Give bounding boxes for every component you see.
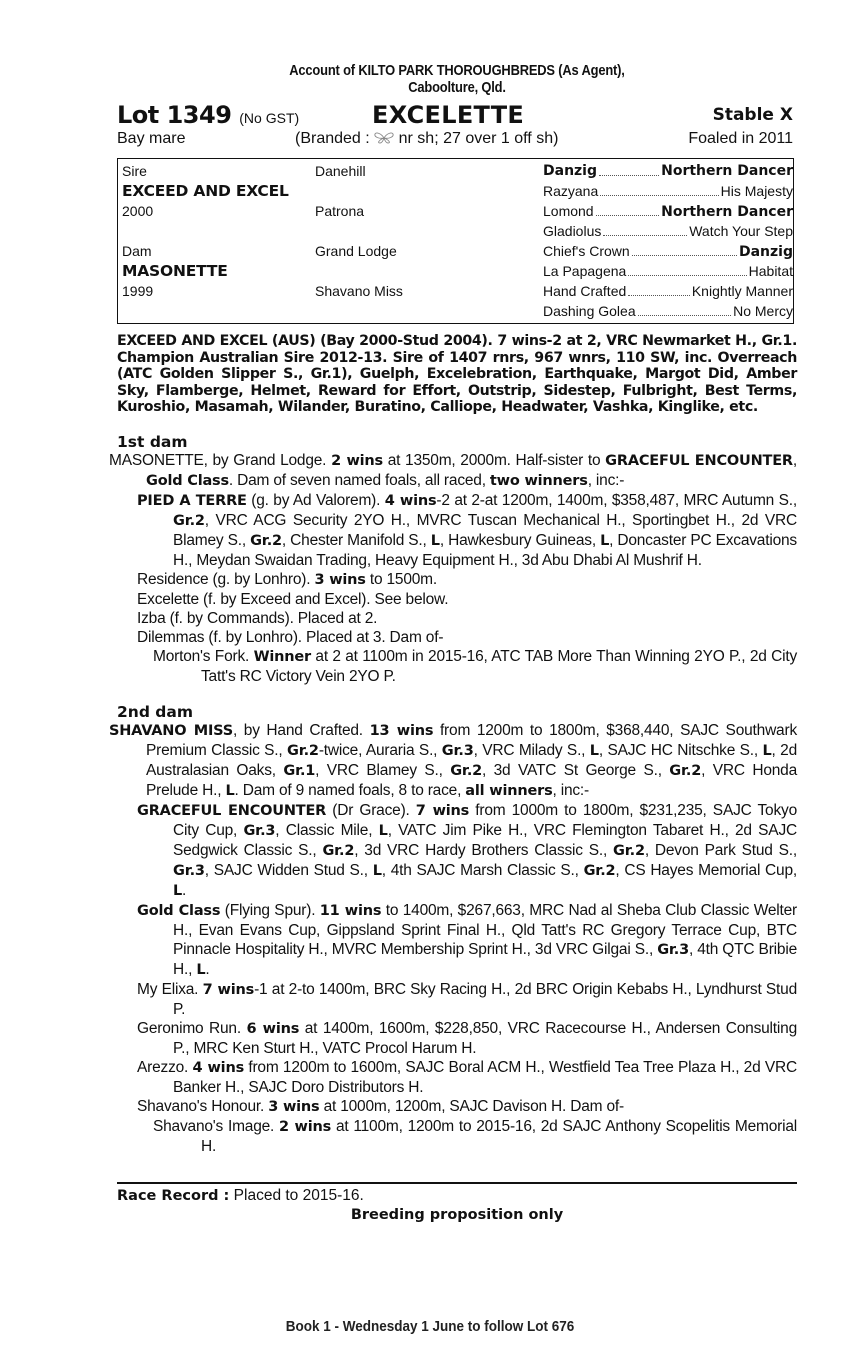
sire-summary: EXCEED AND EXCEL (AUS) (Bay 2000-Stud 2004). 7 wins-2 at 2, VRC Newmarket H., Gr.1. Champion Australian Sire 2012-13. Sire of 1407 rnrs, 967 wnrs, 110 SW, inc. Overreach (ATC Golden Slipper S., Gr.1), Guelph, Excelebration, Earthquake, Margot Did, Amber Sky, Flamberge, Helmet, Reward for Effort, Outstrip, Sidestep, Fulbright, Best Terms, Kuroshio, Masamah, Wilander, Buratino, Calliope, Headwater, Vashka, Kinglike, etc.	[117, 333, 797, 415]
lot-row	[117, 102, 797, 128]
first-dam-intro: MASONETTE, by Grand Lodge. 2 wins at 1350m, 2000m. Half-sister to GRACEFUL ENCOUNTER, Gold Class. Dam of seven named foals, all raced, two winners, inc:-	[109, 451, 797, 489]
ancestor-left: Chief's Crown	[543, 243, 630, 259]
ancestor-left: Dashing Golea	[543, 303, 636, 319]
sex-colour: Bay mare	[117, 130, 186, 147]
branded-suffix: nr sh; 27 over 1 off sh)	[398, 130, 559, 147]
progeny-entry: Geronimo Run. 6 wins at 1400m, 1600m, $228,850, VRC Racecourse H., Andersen Consulting P., MRC Ken Sturt H., VATC Procol Harum H.	[137, 1019, 797, 1057]
lot-number	[117, 102, 299, 131]
ancestor-right: Danzig	[738, 244, 793, 260]
catalogue-page	[109, 62, 797, 1225]
ancestor-left: Razyana	[543, 183, 599, 199]
gst-note: (No GST)	[239, 110, 300, 126]
vendor-heading	[165, 62, 750, 96]
race-record	[117, 1186, 797, 1206]
sire-sire: Danehill	[315, 163, 366, 179]
ancestor-right: Northern Dancer	[661, 163, 793, 179]
first-dam-section	[109, 432, 797, 686]
ancestor-left: Danzig	[543, 163, 598, 179]
vendor-line-1: Account of KILTO PARK THOROUGHBREDS (As Agent),	[289, 62, 625, 79]
dam-sire: Grand Lodge	[315, 243, 397, 259]
grand-progeny-entry: Morton's Fork. Winner at 2 at 1100m in 2015-16, ATC TAB More Than Winning 2YO P., 2d City Tatt's RC Victory Vein 2YO P.	[153, 647, 797, 685]
ancestor-right: Watch Your Step	[689, 223, 793, 239]
third-gen-row	[543, 241, 793, 261]
race-record-divider	[117, 1182, 797, 1184]
dam-name: MASONETTE	[122, 262, 228, 280]
third-gen-row	[543, 221, 793, 241]
ancestor-right: Knightly Manner	[691, 283, 793, 299]
dam-label: Dam	[122, 243, 152, 259]
third-gen-row	[543, 301, 793, 321]
pedigree-table	[117, 158, 794, 324]
ancestor-right: Northern Dancer	[661, 204, 793, 220]
sire-dam: Patrona	[315, 203, 365, 219]
ancestor-left: Hand Crafted	[543, 283, 627, 299]
progeny-entry: Izba (f. by Commands). Placed at 2.	[137, 609, 378, 627]
progeny-entry: Dilemmas (f. by Lonhro). Placed at 3. Dam of-	[137, 628, 444, 646]
second-dam-heading: 2nd dam	[117, 702, 194, 721]
sire-year: 2000	[122, 203, 154, 219]
ancestor-right: Habitat	[748, 263, 793, 279]
progeny-entry: Excelette (f. by Exceed and Excel). See below.	[137, 590, 449, 608]
progeny-entry: GRACEFUL ENCOUNTER (Dr Grace). 7 wins from 1000m to 1800m, $231,235, SAJC Tokyo City Cup, Gr.3, Classic Mile, L, VATC Jim Pike H., VRC Flemington Tabaret H., 2d SAJC Sedgwick Classic S., Gr.2, 3d VRC Hardy Brothers Classic S., Gr.2, Devon Park Stud S., Gr.3, SAJC Widden Stud S., L, 4th SAJC Marsh Classic S., Gr.2, CS Hayes Memorial Cup, L.	[137, 801, 797, 899]
third-gen-row	[543, 281, 793, 301]
branded-prefix: (Branded :	[295, 130, 370, 147]
progeny-entry: Residence (g. by Lonhro). 3 wins to 1500m.	[137, 570, 437, 588]
third-gen-row	[543, 161, 793, 181]
foaled-year: Foaled in 2011	[688, 130, 793, 147]
progeny-entry: PIED A TERRE (g. by Ad Valorem). 4 wins-2 at 2-at 1200m, 1400m, $358,487, MRC Autumn S., Gr.2, VRC ACG Security 2YO H., MVRC Tuscan Mechanical H., Sportingbet H., 2d VRC Blamey S., Gr.2, Chester Manifold S., L, Hawkesbury Guineas, L, Doncaster PC Excavations H., Meydan Swaidan Trading, Heavy Equipment H., 3d Abu Dhabi Al Mushrif H.	[137, 491, 797, 569]
breeding-note: Breeding proposition only	[350, 1206, 564, 1223]
third-gen-row	[543, 201, 793, 221]
sire-name: EXCEED AND EXCEL	[122, 182, 289, 200]
progeny-entry: Shavano's Honour. 3 wins at 1000m, 1200m, SAJC Davison H. Dam of-	[137, 1097, 624, 1115]
brand-description	[295, 128, 558, 150]
vendor-line-2: Caboolture, Qld.	[408, 79, 506, 96]
dam-year: 1999	[122, 283, 154, 299]
third-gen-row	[543, 181, 793, 201]
ancestor-right: His Majesty	[720, 183, 793, 199]
ancestor-left: Gladiolus	[543, 223, 602, 239]
stable-label: Stable X	[712, 105, 793, 125]
sire-label: Sire	[122, 163, 147, 179]
grand-progeny-entry: Shavano's Image. 2 wins at 1100m, 1200m to 2015-16, 2d SAJC Anthony Scopelitis Memorial H.	[153, 1117, 797, 1155]
third-gen-row	[543, 261, 793, 281]
lot-label: Lot 1349	[117, 101, 232, 129]
race-record-value: Placed to 2015-16.	[229, 1186, 364, 1204]
butterfly-brand-icon	[374, 132, 394, 144]
horse-details-row	[117, 128, 797, 150]
dam-dam: Shavano Miss	[315, 283, 403, 299]
ancestor-left: Lomond	[543, 203, 594, 219]
page-footer: Book 1 - Wednesday 1 June to follow Lot 676	[285, 1318, 575, 1335]
progeny-entry: Arezzo. 4 wins from 1200m to 1600m, SAJC Boral ACM H., Westfield Tea Tree Plaza H., 2d VRC Banker H., SAJC Doro Distributors H.	[137, 1058, 797, 1096]
ancestor-left: La Papagena	[543, 263, 627, 279]
second-dam-section	[109, 702, 797, 1156]
progeny-entry: My Elixa. 7 wins-1 at 2-to 1400m, BRC Sky Racing H., 2d BRC Origin Kebabs H., Lyndhurst Stud P.	[137, 980, 797, 1018]
horse-name: EXCELETTE	[372, 101, 525, 129]
second-dam-intro: SHAVANO MISS, by Hand Crafted. 13 wins from 1200m to 1800m, $368,440, SAJC Southwark Premium Classic S., Gr.2-twice, Auraria S., Gr.3, VRC Milady S., L, SAJC HC Nitschke S., L, 2d Australasian Oaks, Gr.1, VRC Blamey S., Gr.2, 3d VATC St George S., Gr.2, VRC Honda Prelude H., L. Dam of 9 named foals, 8 to race, all winners, inc:-	[109, 721, 797, 799]
progeny-entry: Gold Class (Flying Spur). 11 wins to 1400m, $267,663, MRC Nad al Sheba Club Classic Welter H., Evan Evans Cup, Gippsland Sprint Final H., Qld Tatt's RC Gregory Terrace Cup, BTC Pinnacle Hospitality H., MVRC Membership Sprint H., 3d VRC Gilgai S., Gr.3, 4th QTC Bribie H., L.	[137, 901, 797, 978]
race-record-label: Race Record :	[117, 1187, 230, 1204]
first-dam-heading: 1st dam	[117, 432, 188, 451]
ancestor-right: No Mercy	[733, 303, 793, 319]
